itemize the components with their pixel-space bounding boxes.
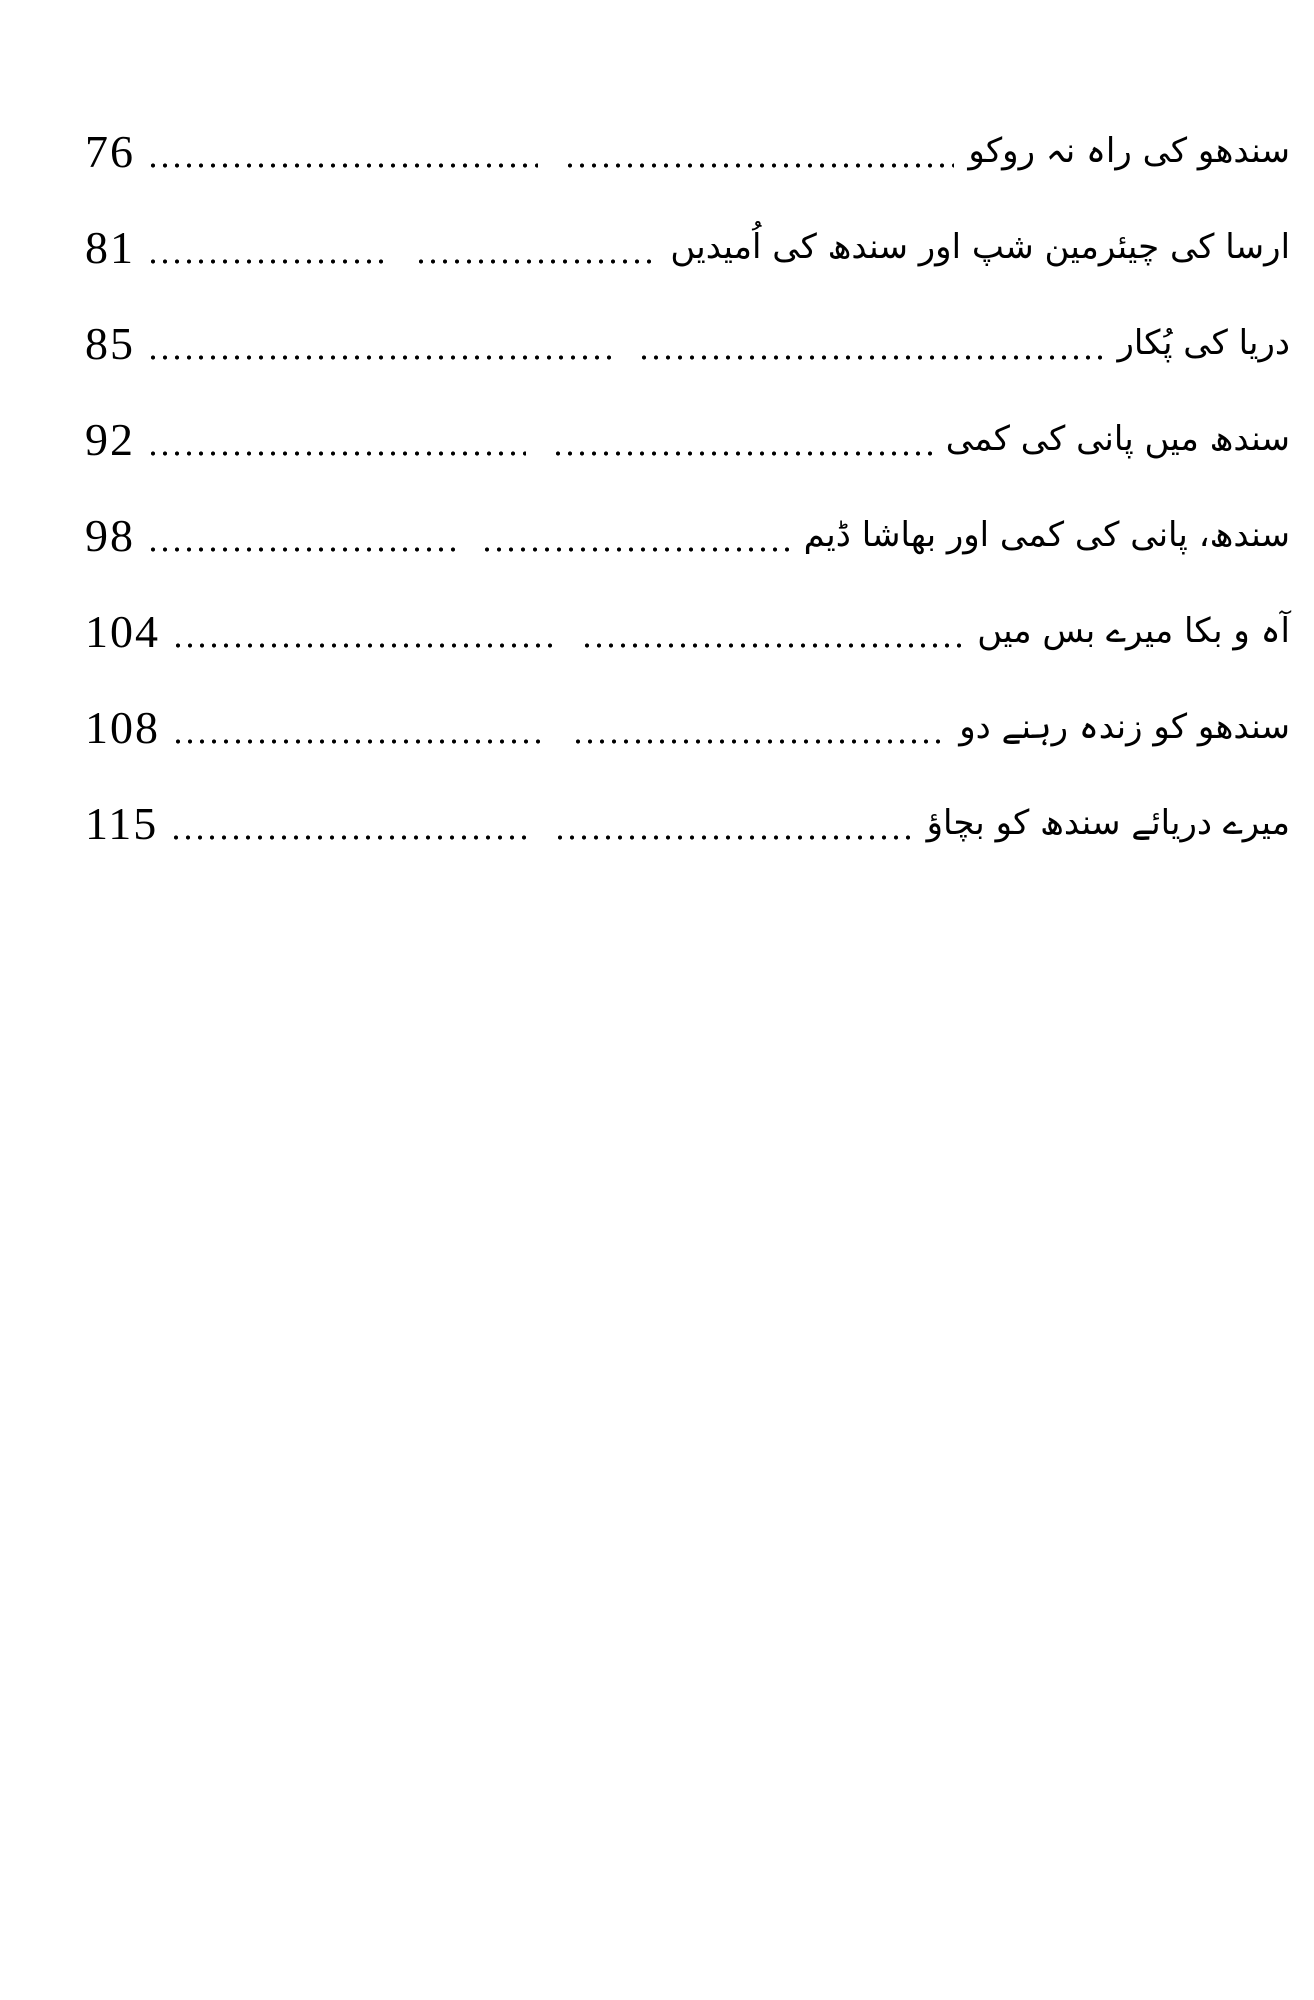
dot-leader-right	[481, 547, 789, 552]
entry-title: آہ و بکا میرے بس میں	[977, 610, 1290, 651]
entry-page-number: 108	[85, 702, 160, 753]
entry-page-number: 115	[85, 798, 159, 849]
entry-page-number: 81	[85, 222, 135, 273]
toc-entry	[85, 102, 1290, 198]
entry-title: میرے دریائے سندھ کو بچاؤ	[926, 802, 1291, 843]
toc-list	[85, 102, 1290, 870]
dot-leader-left	[172, 739, 546, 744]
toc-entry	[85, 390, 1290, 486]
toc-entry	[85, 774, 1290, 870]
toc-entry	[85, 486, 1290, 582]
entry-page-number: 85	[85, 318, 135, 369]
dot-leader-left	[147, 163, 538, 168]
dot-leader-right	[572, 739, 946, 744]
dot-leader-right	[415, 259, 657, 264]
entry-page-number: 92	[85, 414, 135, 465]
dot-leader-right	[581, 643, 964, 648]
dot-leader-left	[147, 355, 612, 360]
dot-leader-left	[147, 547, 455, 552]
entry-title: ارسا کی چیئرمین شپ اور سندھ کی اُمیدیں	[670, 226, 1291, 267]
dot-leader-right	[638, 355, 1103, 360]
entry-page-number: 98	[85, 510, 135, 561]
dot-leader-left	[147, 259, 389, 264]
dot-leader-right	[552, 451, 931, 456]
dot-leader-right	[564, 163, 955, 168]
entry-title: دریا کی پُکار	[1117, 322, 1291, 363]
toc-entry	[85, 198, 1290, 294]
toc-entry	[85, 582, 1290, 678]
entry-page-number: 76	[85, 126, 135, 177]
entry-page-number: 104	[85, 606, 160, 657]
dot-leader-right	[554, 835, 912, 840]
entry-title: سندھ، پانی کی کمی اور بھاشا ڈیم	[803, 514, 1290, 555]
toc-entry	[85, 678, 1290, 774]
entry-title: سندھو کی راہ نہ روکو	[968, 130, 1291, 171]
dot-leader-left	[170, 835, 528, 840]
dot-leader-left	[172, 643, 555, 648]
entry-title: سندھو کو زندہ رہنے دو	[959, 706, 1290, 747]
entry-title: سندھ میں پانی کی کمی	[945, 418, 1290, 459]
dot-leader-left	[147, 451, 526, 456]
toc-entry	[85, 294, 1290, 390]
